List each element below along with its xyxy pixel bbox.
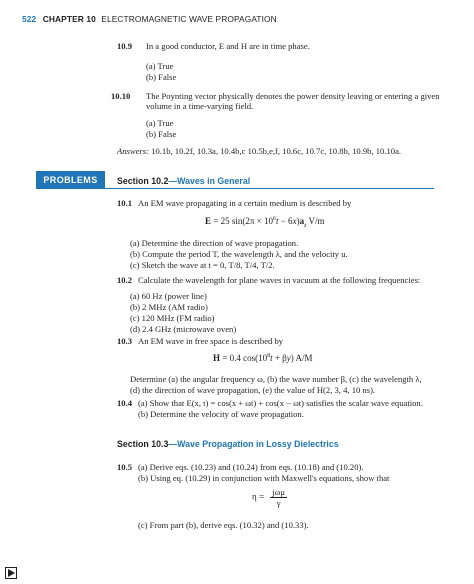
- question-number: 10.9: [117, 41, 133, 51]
- fraction-denominator: γ: [276, 498, 281, 508]
- section-heading-10-3: [117, 439, 339, 449]
- part-a: (a) Determine the direction of wave propagation.: [130, 238, 299, 248]
- option-false: (b) False: [146, 72, 177, 82]
- play-icon[interactable]: [5, 567, 17, 579]
- answers-line: [117, 146, 401, 157]
- option-false: (b) False: [146, 129, 177, 139]
- chapter-label: CHAPTER 10: [42, 14, 96, 24]
- play-triangle-icon: [7, 569, 15, 577]
- problem-line2: (b) Determine the velocity of wave propagation.: [138, 409, 304, 419]
- fraction-numerator: jωμ: [272, 487, 285, 497]
- problem-number: 10.2: [117, 275, 133, 285]
- problem-text: Calculate the wavelength for plane waves in vacuum at the following frequencies:: [138, 275, 421, 285]
- question-text: In a good conductor, E and H are in time phase.: [146, 41, 310, 51]
- fraction: [270, 487, 287, 508]
- part-b: (b) 2 MHz (AM radio): [130, 302, 208, 312]
- question-number: 10.10: [111, 91, 131, 101]
- chapter-title: ELECTROMAGNETIC WAVE PROPAGATION: [101, 14, 277, 24]
- problem-number: 10.5: [117, 462, 133, 472]
- equation-10-5: [252, 487, 287, 508]
- problem-text: An EM wave in free space is described by: [138, 336, 284, 346]
- section-subtitle: —Wave Propagation in Lossy Dielectrics: [168, 439, 339, 449]
- option-true: (a) True: [146, 61, 174, 71]
- problem-number: 10.1: [117, 198, 133, 208]
- problem-text: An EM wave propagating in a certain medium is described by: [138, 198, 352, 208]
- part-c: (c) 120 MHz (FM radio): [130, 313, 215, 323]
- problem-line1: (a) Derive eqs. (10.23) and (10.24) from eqs. (10.18) and (10.20).: [138, 462, 364, 472]
- part-a: (a) 60 Hz (power line): [130, 291, 207, 301]
- problem-line2: (d) the direction of wave propagation, (e) the value of H(2, 3, 4, 10 ns).: [130, 385, 376, 395]
- answers-text: 10.1b, 10.2f, 10.3a, 10.4b,c 10.5b,e,f, 10.6c, 10.7c, 10.8b, 10.9b, 10.10a.: [151, 146, 402, 156]
- page-number: 522: [22, 14, 37, 24]
- section-heading-10-2: [117, 176, 250, 186]
- problem-number: 10.3: [117, 336, 133, 346]
- option-true: (a) True: [146, 118, 174, 128]
- question-text-line1: The Poynting vector physically denotes the power density leaving or entering a given: [146, 91, 440, 101]
- problem-line1: (a) Show that E(x, t) = cos(x + ωt) + cos(x − ωt) satisfies the scalar wave equation.: [138, 398, 423, 408]
- problem-line3: (c) From part (b), derive eqs. (10.32) and (10.33).: [138, 520, 309, 530]
- problem-line1: Determine (a) the angular frequency ω, (b) the wave number β, (c) the wavelength λ,: [130, 374, 422, 384]
- section-subtitle: —Waves in General: [168, 176, 251, 186]
- part-d: (d) 2.4 GHz (microwave oven): [130, 324, 237, 334]
- question-text-line2: volume in a time-varying field.: [146, 101, 254, 111]
- equation-10-1: E = 25 $\sin(2\pi \times 10^6t - 6x)a_z$ V/m: [205, 216, 325, 229]
- section-title: Section 10.3: [117, 439, 169, 449]
- review-question-10-9: [117, 41, 132, 52]
- problems-tab: PROBLEMS: [36, 171, 105, 188]
- part-c: (c) Sketch the wave at t = 0, T/8, T/4, T/2.: [130, 260, 275, 270]
- section-title: Section 10.2: [117, 176, 169, 186]
- section-rule: [36, 188, 434, 189]
- running-header: [22, 14, 277, 24]
- answers-label: Answers:: [117, 146, 149, 156]
- equation-lhs: η =: [252, 491, 265, 502]
- equation-10-3: H = 0.4 $\cos(10^8t + \beta y)$ A/M: [213, 353, 313, 363]
- problem-line2: (b) Using eq. (10.29) in conjunction with Maxwell's equations, show that: [138, 473, 390, 483]
- problem-number: 10.4: [117, 398, 133, 408]
- part-b: (b) Compute the period T, the wavelength λ, and the velocity u.: [130, 249, 348, 259]
